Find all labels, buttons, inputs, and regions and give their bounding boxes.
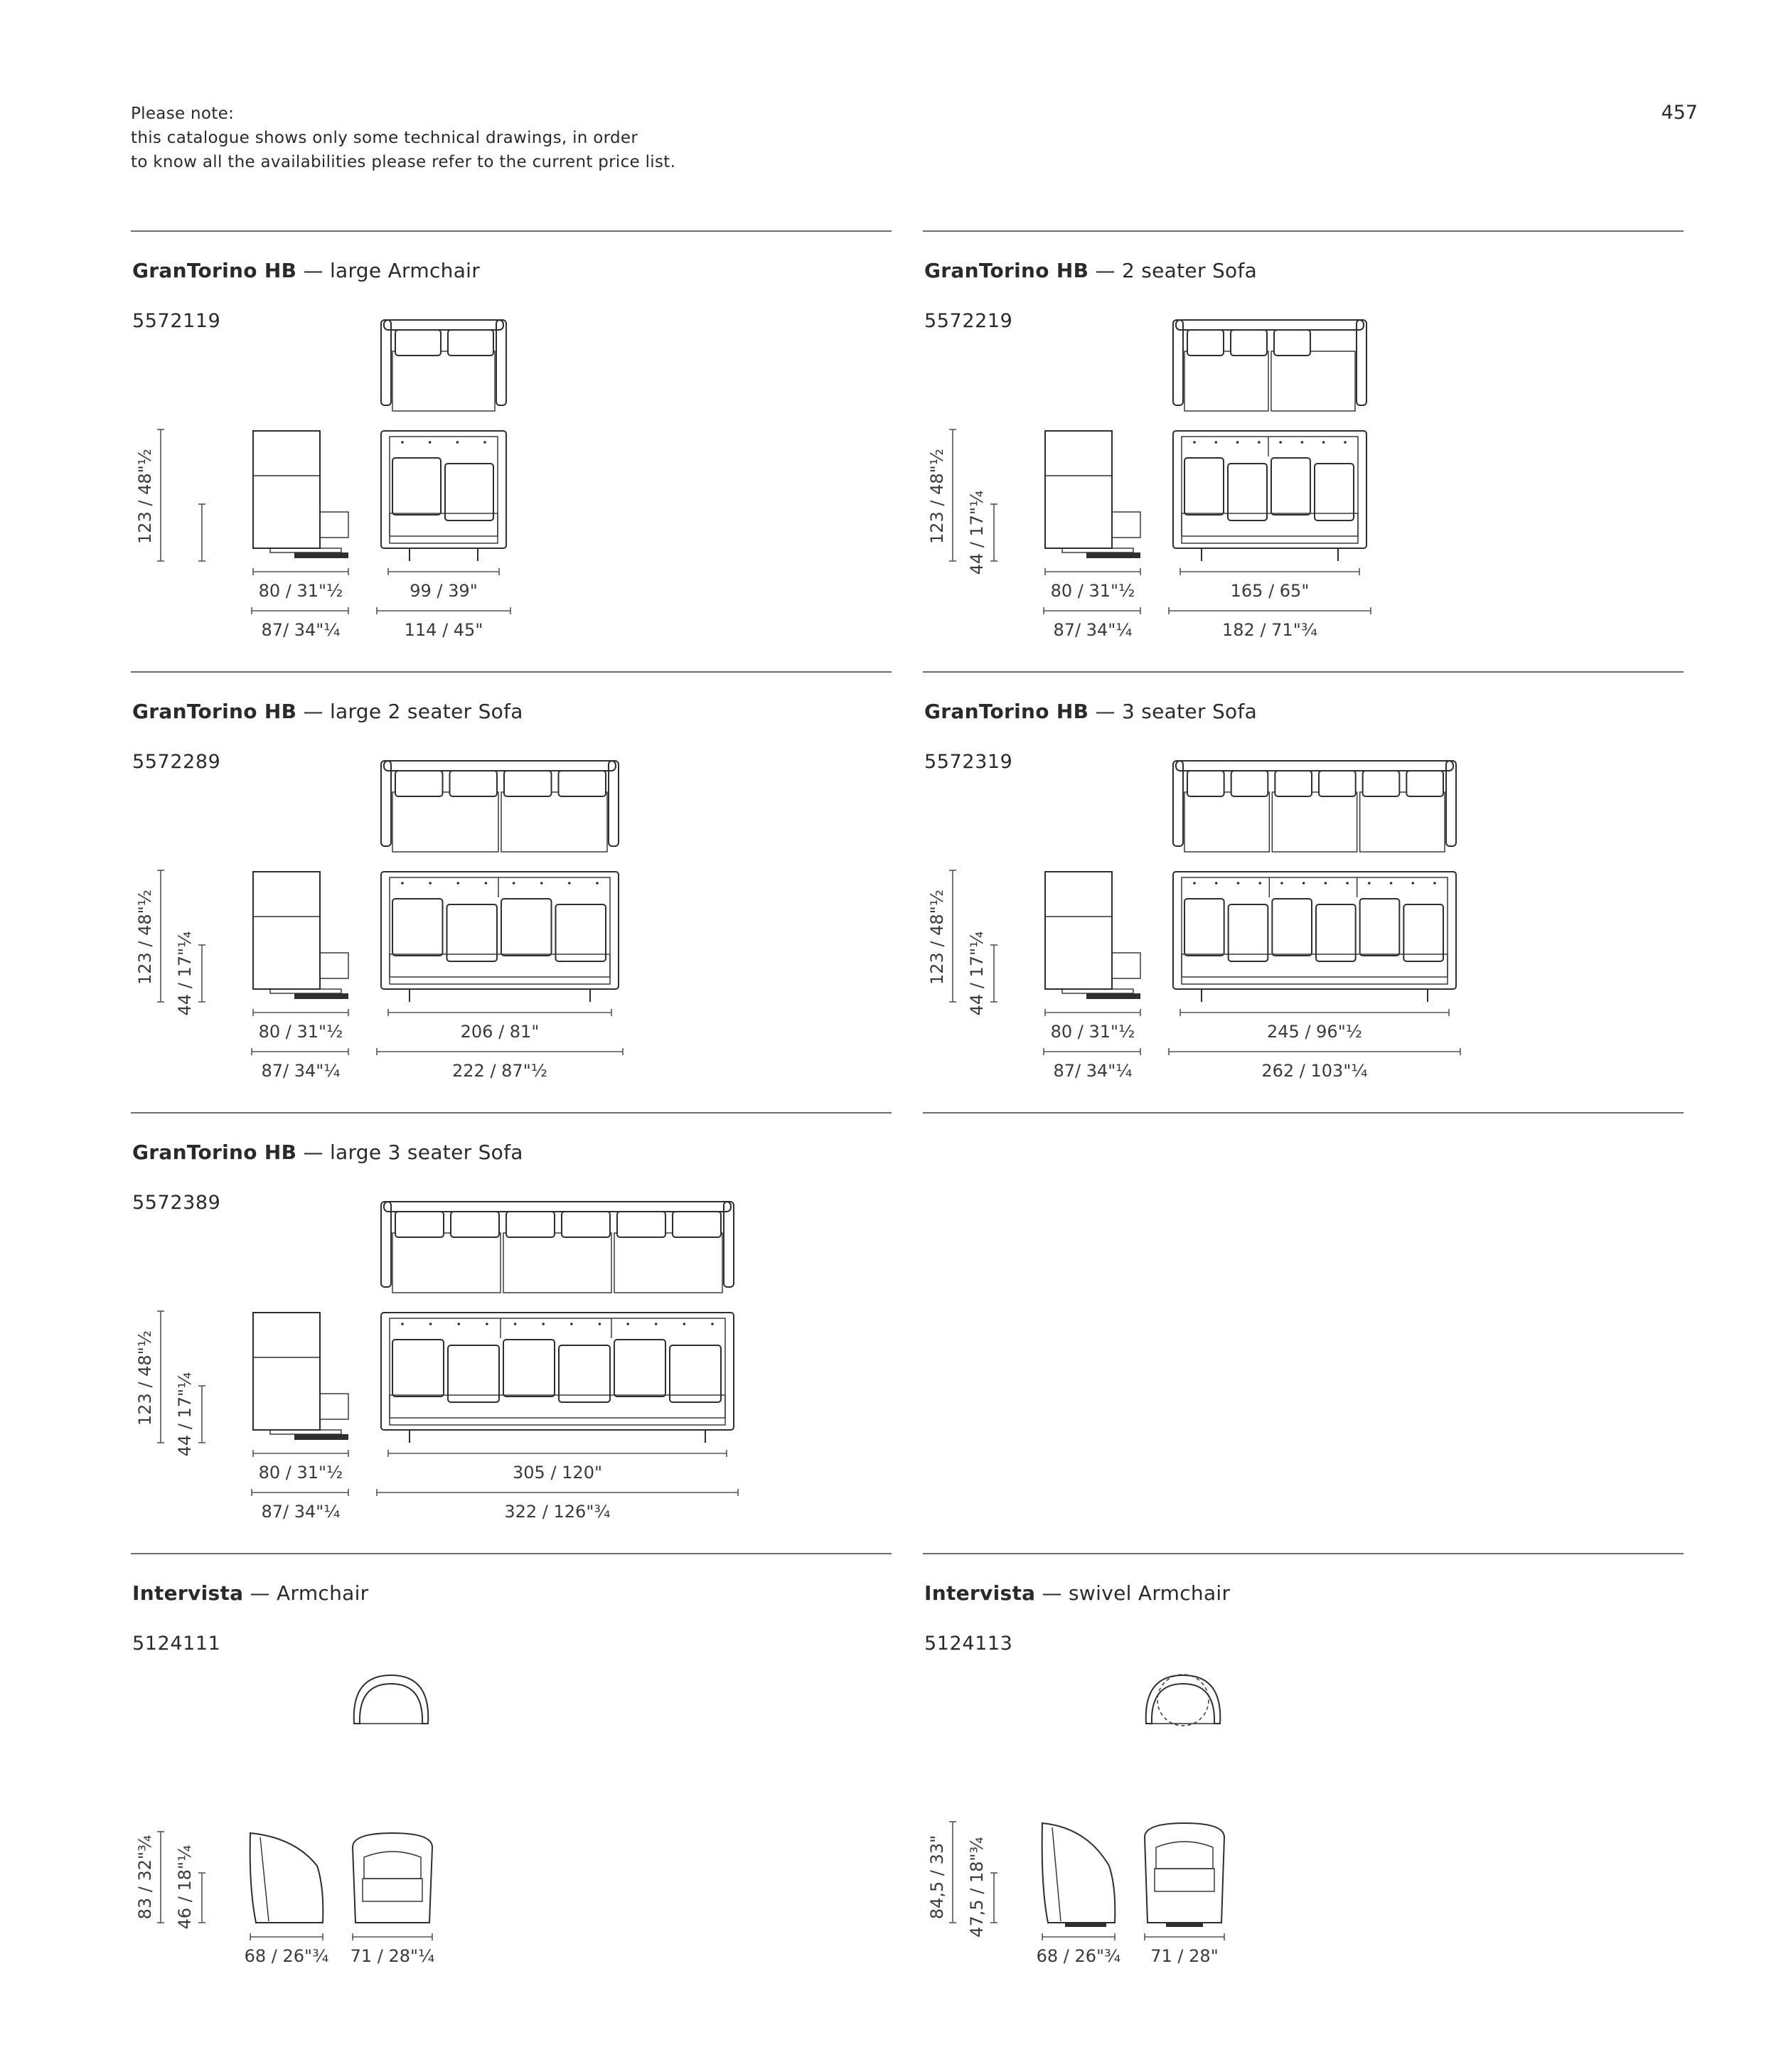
width-outer-label: 182 / 71"¾ xyxy=(1222,620,1317,640)
depth-inner-label: 80 / 31"½ xyxy=(258,1463,343,1483)
depth-outer-label: 87/ 34"¼ xyxy=(1053,620,1133,640)
side-view-drawing xyxy=(1042,1823,1116,1927)
front-view-drawing xyxy=(381,872,619,1002)
back-cushion xyxy=(1363,771,1400,796)
cushion xyxy=(1403,904,1443,961)
depth-outer-label: 87/ 34"¼ xyxy=(1053,1061,1133,1081)
cushion xyxy=(1271,458,1310,515)
side-back xyxy=(1045,431,1112,548)
depth-outer-label: 87/ 34"¼ xyxy=(261,1502,341,1522)
cushion xyxy=(559,1345,610,1402)
height-label: 123 / 48"½ xyxy=(927,890,947,985)
side-view-drawing xyxy=(1045,431,1140,558)
tuft-button xyxy=(1301,441,1304,444)
width-inner-label: 305 / 120" xyxy=(513,1463,602,1483)
note-line-3: to know all the availabilities please refer to the current price list. xyxy=(131,153,676,171)
seat-height-label: 44 / 17"¼ xyxy=(967,490,987,575)
backrest-top xyxy=(1176,761,1453,771)
width-inner-label: 165 / 65" xyxy=(1230,581,1310,601)
cushion xyxy=(392,1340,444,1397)
side-back xyxy=(253,431,320,548)
front-view-drawing xyxy=(1173,872,1456,1002)
shell-top xyxy=(1146,1675,1221,1724)
note-line-2: this catalogue shows only some technical drawings, in order xyxy=(131,129,638,147)
side-edge xyxy=(260,1837,269,1921)
backrest-front xyxy=(364,1852,421,1879)
tuft-button xyxy=(1411,882,1414,885)
catalogue-note xyxy=(131,102,675,174)
tuft-button xyxy=(1325,882,1327,885)
armrest-right xyxy=(1446,761,1456,846)
front-view-drawing xyxy=(381,431,506,561)
tuft-button xyxy=(1433,882,1436,885)
back-cushion xyxy=(395,330,441,356)
product-brand: GranTorino HB xyxy=(924,700,1089,723)
seat-height-label: 44 / 17"¼ xyxy=(967,931,987,1016)
tuft-button xyxy=(429,882,432,885)
side-foot xyxy=(1086,552,1140,558)
seat-cushion xyxy=(1272,792,1357,852)
tuft-button xyxy=(711,1323,714,1325)
side-view-drawing xyxy=(253,431,348,558)
armrest-left xyxy=(381,1202,391,1287)
tuft-button xyxy=(1193,441,1196,444)
back-cushion xyxy=(617,1212,665,1237)
depth-inner-label: 80 / 31"½ xyxy=(1050,581,1135,601)
back-cushion xyxy=(559,771,606,796)
product-intervista-swivel-armchair xyxy=(923,1553,1684,1987)
swivel-foot xyxy=(1065,1923,1106,1927)
technical-drawing xyxy=(131,230,892,664)
tuft-button xyxy=(456,441,459,444)
side-seat xyxy=(320,512,348,538)
page-number: 457 xyxy=(1661,102,1698,124)
cushion xyxy=(1184,458,1224,515)
swivel-base xyxy=(1157,1675,1209,1726)
dimensions xyxy=(135,429,510,640)
tuft-button xyxy=(1280,882,1283,885)
side-seat xyxy=(1112,953,1140,978)
armrest-left xyxy=(381,761,391,846)
swivel-foot xyxy=(1166,1923,1203,1927)
tuft-button xyxy=(542,1323,545,1325)
tuft-button xyxy=(568,882,571,885)
front-view-drawing xyxy=(381,1313,734,1443)
back-cushion xyxy=(1187,771,1224,796)
tuft-button xyxy=(1236,441,1239,444)
seat-cushion xyxy=(392,351,495,411)
depth-inner-label: 80 / 31"½ xyxy=(258,1022,343,1042)
product-name: — large 2 seater Sofa xyxy=(296,700,523,723)
tuft-button xyxy=(514,1323,517,1325)
side-foot xyxy=(294,993,348,999)
depth-label: 68 / 26"¾ xyxy=(1036,1946,1121,1966)
cushion xyxy=(1228,464,1267,520)
seat-cushion xyxy=(1184,792,1269,852)
product-code: 5572219 xyxy=(924,310,1013,332)
tuft-button xyxy=(1346,882,1349,885)
tuft-button xyxy=(486,1323,488,1325)
tuft-button xyxy=(1390,882,1393,885)
product-intervista-armchair xyxy=(131,1553,892,1987)
product-brand: Intervista xyxy=(132,1581,244,1605)
back-cushion xyxy=(673,1212,721,1237)
note-line-1: Please note: xyxy=(131,105,235,123)
height-label: 123 / 48"½ xyxy=(135,890,155,985)
side-view-drawing xyxy=(1045,872,1140,999)
side-back xyxy=(253,872,320,989)
depth-outer-label: 87/ 34"¼ xyxy=(261,620,341,640)
product-code: 5572319 xyxy=(924,751,1013,773)
side-back xyxy=(253,1313,320,1430)
product-name: — 3 seater Sofa xyxy=(1088,700,1258,723)
cushion xyxy=(392,458,441,515)
back-cushion xyxy=(506,1212,555,1237)
top-view-drawing xyxy=(1173,761,1456,852)
seat-front xyxy=(363,1879,422,1901)
width-outer-label: 222 / 87"½ xyxy=(452,1061,547,1081)
tuft-button xyxy=(1322,441,1325,444)
seat-cushion xyxy=(1360,792,1445,852)
product-name: — swivel Armchair xyxy=(1035,1581,1231,1605)
product-code: 5572289 xyxy=(132,751,221,773)
tuft-button xyxy=(456,882,459,885)
top-view-drawing xyxy=(1146,1675,1221,1726)
product-brand: GranTorino HB xyxy=(924,259,1089,282)
technical-drawing xyxy=(923,230,1684,664)
product-code: 5572389 xyxy=(132,1192,221,1214)
cushion xyxy=(445,464,493,520)
product-code: 5124111 xyxy=(132,1633,221,1655)
product-code: 5124113 xyxy=(924,1633,1013,1655)
seat-front xyxy=(1155,1869,1214,1891)
product-brand: GranTorino HB xyxy=(132,259,297,282)
top-view-drawing xyxy=(381,320,506,411)
product-brand: GranTorino HB xyxy=(132,700,297,723)
shell-top xyxy=(354,1675,429,1724)
tuft-button xyxy=(457,1323,460,1325)
side-seat xyxy=(320,953,348,978)
top-view-drawing xyxy=(1173,320,1366,411)
height-label: 123 / 48"½ xyxy=(135,449,155,544)
cushion xyxy=(1184,899,1224,956)
side-seat xyxy=(320,1394,348,1419)
top-view-drawing xyxy=(381,1202,734,1293)
width-outer-label: 262 / 103"¼ xyxy=(1261,1061,1368,1081)
cushion xyxy=(392,899,443,956)
depth-inner-label: 80 / 31"½ xyxy=(258,581,343,601)
seat-height-label: 46 / 18"¼ xyxy=(175,1844,195,1930)
product-name: — 2 seater Sofa xyxy=(1088,259,1258,282)
tuft-button xyxy=(683,1323,686,1325)
back-cushion xyxy=(1274,330,1310,356)
back-cushion xyxy=(395,1212,444,1237)
technical-drawing xyxy=(923,671,1684,1105)
tuft-button xyxy=(599,1323,601,1325)
side-view-drawing xyxy=(253,1313,348,1440)
back-cushion xyxy=(1187,330,1224,356)
product-grantorino-2-seater-sofa xyxy=(923,230,1684,664)
tuft-button xyxy=(626,1323,629,1325)
tuft-button xyxy=(485,882,488,885)
product-name: — large 3 seater Sofa xyxy=(296,1141,523,1164)
side-view-drawing xyxy=(250,1833,323,1923)
technical-drawing xyxy=(131,1112,892,1546)
product-grantorino-3-seater-sofa xyxy=(923,671,1684,1105)
backrest-top xyxy=(1176,320,1364,330)
seat-height-label: 47,5 / 18"¾ xyxy=(967,1837,987,1938)
width-outer-label: 322 / 126"¾ xyxy=(504,1502,611,1522)
armrest-left xyxy=(1173,761,1183,846)
cushion xyxy=(614,1340,665,1397)
technical-drawing xyxy=(131,671,892,1105)
side-foot xyxy=(1086,993,1140,999)
backrest-top xyxy=(384,761,616,771)
top-view-drawing xyxy=(381,761,619,852)
tuft-button xyxy=(1344,441,1347,444)
armrest-right xyxy=(609,761,619,846)
back-cushion xyxy=(395,771,443,796)
technical-drawing xyxy=(131,1553,892,1987)
tuft-button xyxy=(513,882,515,885)
seat-cushion xyxy=(392,792,498,852)
armrest-left xyxy=(381,320,391,405)
back-cushion xyxy=(562,1212,610,1237)
cushion xyxy=(448,1345,499,1402)
seat-cushion xyxy=(392,1233,501,1293)
side-edge xyxy=(1052,1827,1061,1921)
seat-cushion xyxy=(501,792,607,852)
front-view-drawing xyxy=(1173,431,1366,561)
backrest-front xyxy=(1156,1842,1213,1869)
tuft-button xyxy=(401,1323,404,1325)
seat-cushion xyxy=(1184,351,1268,411)
cushion xyxy=(501,899,552,956)
cushion xyxy=(1229,904,1268,961)
cushion xyxy=(1315,464,1354,520)
side-view-drawing xyxy=(253,872,348,999)
armrest-left xyxy=(1173,320,1183,405)
product-grantorino-large-2-seater-sofa xyxy=(131,671,892,1105)
divider xyxy=(923,1112,1684,1114)
tuft-button xyxy=(429,441,432,444)
back-cushion xyxy=(1231,330,1267,356)
depth-label: 68 / 26"¾ xyxy=(244,1946,329,1966)
tuft-button xyxy=(1258,882,1261,885)
cushion xyxy=(1272,899,1312,956)
tuft-button xyxy=(1258,441,1261,444)
width-label: 71 / 28"¼ xyxy=(350,1946,435,1966)
height-label: 83 / 32"¾ xyxy=(135,1835,155,1920)
back-cushion xyxy=(1319,771,1356,796)
tuft-button xyxy=(483,441,486,444)
tuft-button xyxy=(1368,882,1371,885)
technical-drawing xyxy=(923,1553,1684,1987)
product-code: 5572119 xyxy=(132,310,221,332)
cushion xyxy=(556,904,606,961)
side-foot xyxy=(294,552,348,558)
back-cushion xyxy=(451,1212,499,1237)
tuft-button xyxy=(540,882,543,885)
armrest-right xyxy=(496,320,506,405)
width-inner-label: 99 / 39" xyxy=(410,581,478,601)
shell-front xyxy=(1145,1823,1224,1923)
depth-inner-label: 80 / 31"½ xyxy=(1050,1022,1135,1042)
side-back xyxy=(1045,872,1112,989)
cushion xyxy=(503,1340,555,1397)
tuft-button xyxy=(401,441,404,444)
shell-front xyxy=(353,1833,432,1923)
tuft-button xyxy=(1237,882,1240,885)
tuft-button xyxy=(1214,441,1217,444)
dimensions xyxy=(927,1822,1224,1966)
tuft-button xyxy=(1215,882,1218,885)
front-view-drawing xyxy=(353,1833,432,1923)
back-cushion xyxy=(504,771,552,796)
product-brand: GranTorino HB xyxy=(132,1141,297,1164)
back-cushion xyxy=(1406,771,1443,796)
product-grantorino-large-3-seater-sofa xyxy=(131,1112,892,1546)
height-label: 84,5 / 33" xyxy=(927,1835,947,1920)
back-cushion xyxy=(448,330,493,356)
tuft-button xyxy=(655,1323,658,1325)
width-inner-label: 206 / 81" xyxy=(460,1022,540,1042)
backrest-top xyxy=(384,320,503,330)
product-brand: Intervista xyxy=(924,1581,1036,1605)
tuft-button xyxy=(570,1323,573,1325)
seat-cushion xyxy=(614,1233,722,1293)
top-view-drawing xyxy=(354,1675,429,1724)
depth-outer-label: 87/ 34"¼ xyxy=(261,1061,341,1081)
tuft-button xyxy=(429,1323,432,1325)
cushion xyxy=(1316,904,1356,961)
back-cushion xyxy=(1231,771,1268,796)
back-cushion xyxy=(1275,771,1312,796)
product-grantorino-large-armchair xyxy=(131,230,892,664)
armrest-right xyxy=(1357,320,1366,405)
width-label: 71 / 28" xyxy=(1150,1946,1219,1966)
seat-cushion xyxy=(503,1233,611,1293)
height-label: 123 / 48"½ xyxy=(135,1330,155,1426)
cushion xyxy=(447,904,498,961)
product-name: — Armchair xyxy=(243,1581,369,1605)
tuft-button xyxy=(401,882,404,885)
cushion xyxy=(670,1345,721,1402)
height-label: 123 / 48"½ xyxy=(927,449,947,544)
side-seat xyxy=(1112,512,1140,538)
width-outer-label: 114 / 45" xyxy=(404,620,483,640)
cushion xyxy=(1360,899,1400,956)
seat-height-label: 44 / 17"¼ xyxy=(175,931,195,1016)
seat-height-label: 44 / 17"¼ xyxy=(175,1372,195,1457)
seat-cushion xyxy=(1271,351,1355,411)
armrest-right xyxy=(724,1202,734,1287)
tuft-button xyxy=(1193,882,1196,885)
backrest-top xyxy=(384,1202,731,1212)
front-view-drawing xyxy=(1145,1823,1224,1927)
tuft-button xyxy=(1302,882,1305,885)
width-inner-label: 245 / 96"½ xyxy=(1267,1022,1362,1042)
tuft-button xyxy=(1279,441,1282,444)
tuft-button xyxy=(596,882,599,885)
product-name: — large Armchair xyxy=(296,259,481,282)
side-foot xyxy=(294,1434,348,1440)
back-cushion xyxy=(450,771,498,796)
